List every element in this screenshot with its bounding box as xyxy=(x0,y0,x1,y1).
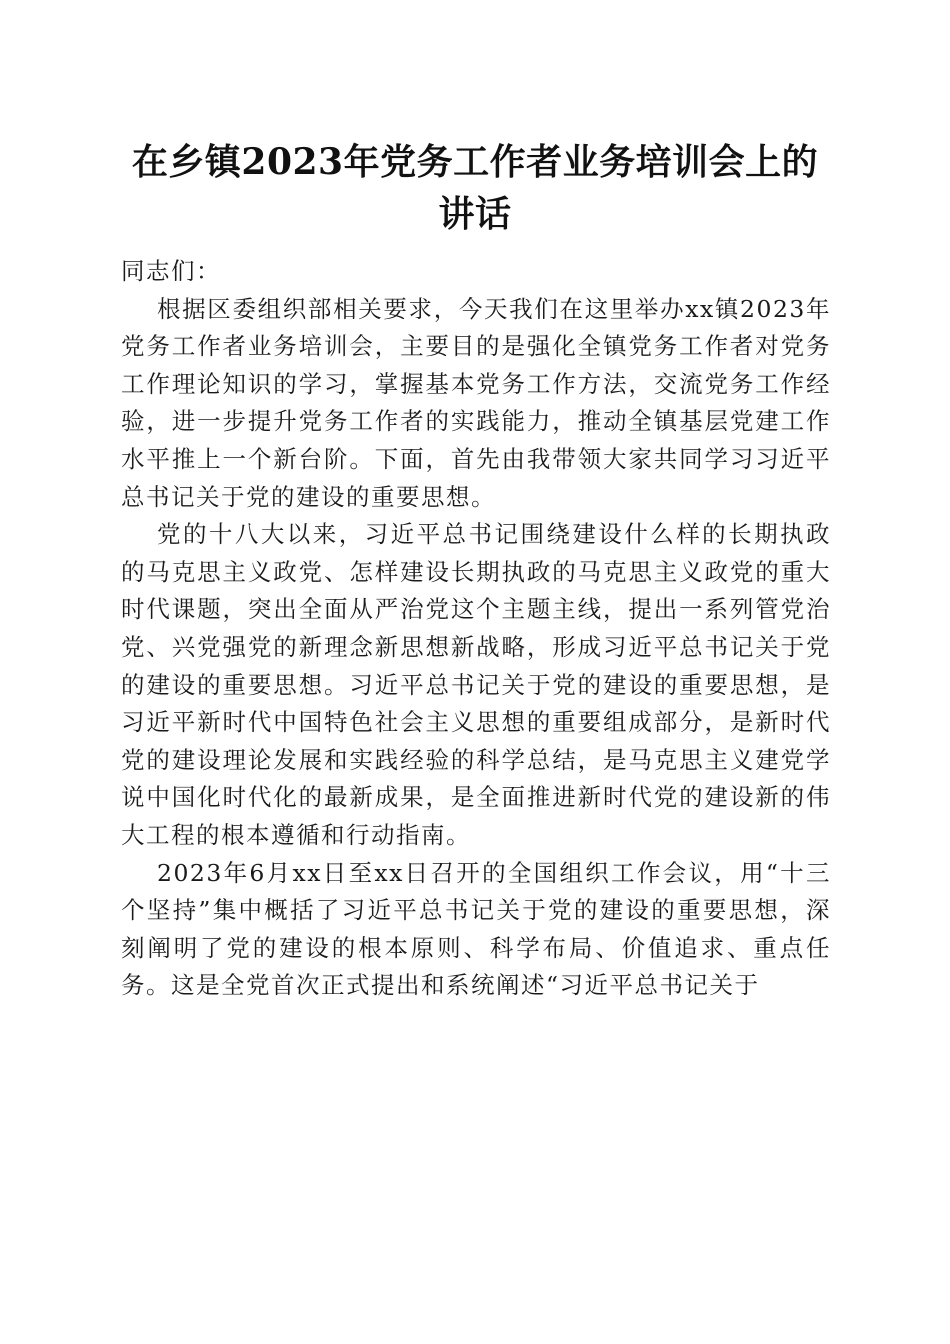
paragraph-3: 2023年6月xx日至xx日召开的全国组织工作会议，用“十三个坚持”集中概括了习近平总书记关于党的建设的重要思想，深刻阐明了党的建设的根本原则、科学布局、价值追求、重点任务。这是全党首次正式提出和系统阐述“习近平总书记关于 xyxy=(121,858,831,1000)
paragraph-1: 根据区委组织部相关要求，今天我们在这里举办xx镇2023年党务工作者业务培训会，主要目的是强化全镇党务工作者对党务工作理论知识的学习，掌握基本党务工作方法，交流党务工作经验，进一步提升党务工作者的实践能力，推动全镇基层党建工作水平推上一个新台阶。下面，首先由我带领大家共同学习习近平总书记关于党的建设的重要思想。 xyxy=(121,294,831,511)
salutation: 同志们： xyxy=(121,257,221,285)
document-body xyxy=(121,253,831,1005)
paragraph-2: 党的十八大以来，习近平总书记围绕建设什么样的长期执政的马克思主义政党、怎样建设长期执政的马克思主义政党的重大时代课题，突出全面从严治党这个主题主线，提出一系列管党治党、兴党强党的新理念新思想新战略，形成习近平总书记关于党的建设的重要思想。习近平总书记关于党的建设的重要思想，是习近平新时代中国特色社会主义思想的重要组成部分，是新时代党的建设理论发展和实践经验的科学总结，是马克思主义建党学说中国化时代化的最新成果，是全面推进新时代党的建设新的伟大工程的根本遵循和行动指南。 xyxy=(121,520,831,849)
document-title: 在乡镇2023年党务工作者业务培训会上的讲话 xyxy=(131,141,819,235)
